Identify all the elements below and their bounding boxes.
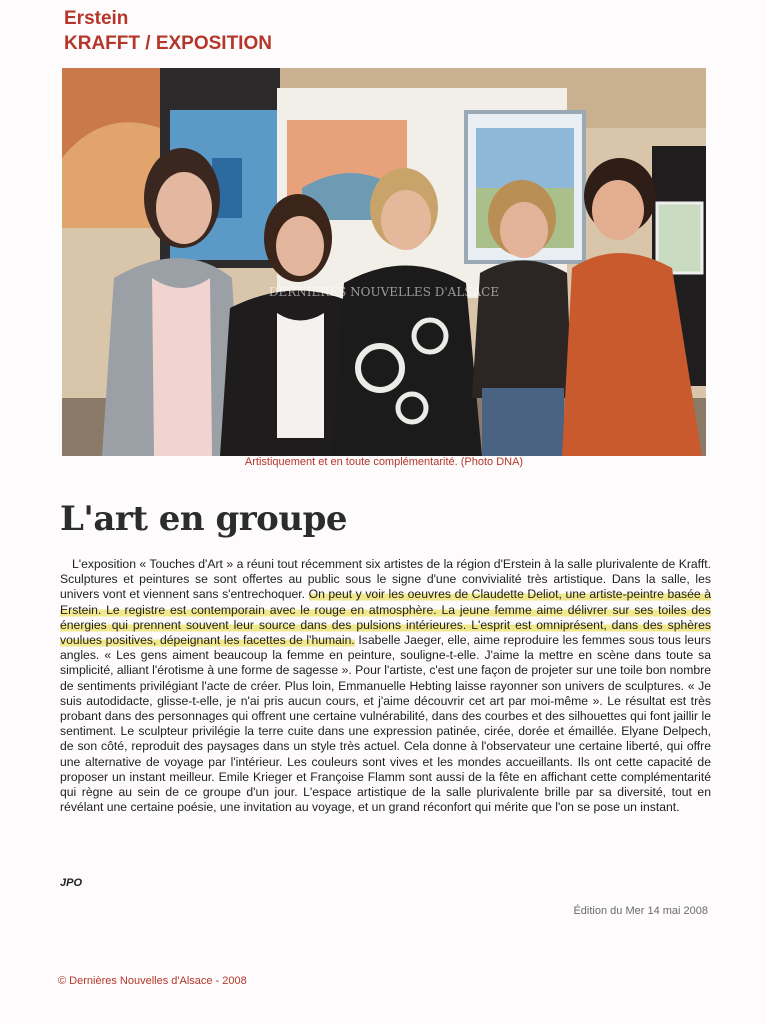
body-text-rest: Isabelle Jaeger, elle, aime reproduire les femmes sous tous leurs angles. « Les gens aiment beaucoup la femme en peinture, souligne-t-elle. J'aime la mettre en scène dans toute sa simplicité, alliant l'érotisme à une forme de sagesse ». Pour l'artiste, c'est une façon de projeter sur une toile bon nombre de sentiments privilégiant l'acte de créer. Plus loin, Emmanuelle Hebting laisse rayonner son univers de sculptures. « Je suis autodidacte, glisse-t-elle, je n'ai pris aucun cours, et j'aime découvrir cet art par moi-même ». Le résultat est très probant dans des personnages qui offrent une certaine vulnérabilité, dans des courbes et des silhouettes qui font jaillir le sentiment. Le sculpteur privilégie la terre cuite dans une expression patinée, cirée, dorée et émaillée. Elyane Delpech, de son côté, reproduit des paysages dans un style très actuel. Cela donne à l'observateur une certaine liberté, qui offre une alternative de voyage par l'intérieur. Les couleurs sont vives et les mondes accueillants. Ils ont cette capacité de proposer un instant meilleur. Emile Krieger et Françoise Flamm sont aussi de la fête en affichant cette complémentarité qui règne au sein de ce groupe d'un jour. L'espace artistique de la salle plurivalente brille par sa diversité, tout en révélant une certaine poésie, une invitation au voyage, et un grand réconfort qui mérite que l'on se pose un instant. — [60, 633, 712, 815]
article-body — [60, 557, 711, 815]
location-label: Erstein — [64, 8, 129, 29]
photo-watermark: DERNIERES NOUVELLES D'ALSACE — [268, 285, 500, 299]
copyright-notice: © Dernières Nouvelles d'Alsace - 2008 — [58, 975, 247, 987]
article-headline: L'art en groupe — [60, 499, 347, 539]
author-signature: JPO — [60, 877, 83, 889]
edition-date: Édition du Mer 14 mai 2008 — [573, 905, 708, 917]
group-photo-illustration — [62, 68, 706, 456]
photo-caption: Artistiquement et en toute complémentarité. (Photo DNA) — [244, 456, 524, 468]
highlighted-passage: On peut y voir les oeuvres de Claudette Deliot, une artiste-peintre basée à Erstein. Le registre est contemporain avec le rouge en atmosphère. La jeune femme aime délivrer sur ses toiles des énergies qui prennent souvent leur source dans des pulsions intérieures. L'esprit est omniprésent, dans des sphères voulues positives, dépeignant les facettes de l'humain. — [60, 587, 711, 648]
article-photo — [62, 68, 706, 456]
article-kicker — [64, 6, 272, 56]
section-label: KRAFFT / EXPOSITION — [64, 33, 272, 54]
body-text-intro: L'exposition « Touches d'Art » a réuni tout récemment six artistes de la région d'Erstein à la salle plurivalente de Krafft. Sculptures et peintures se sont offertes au public sous le signe d'une convivialité très artistique. Dans la salle, les univers vont et viennent sans s'entrechoquer. — [60, 557, 711, 602]
